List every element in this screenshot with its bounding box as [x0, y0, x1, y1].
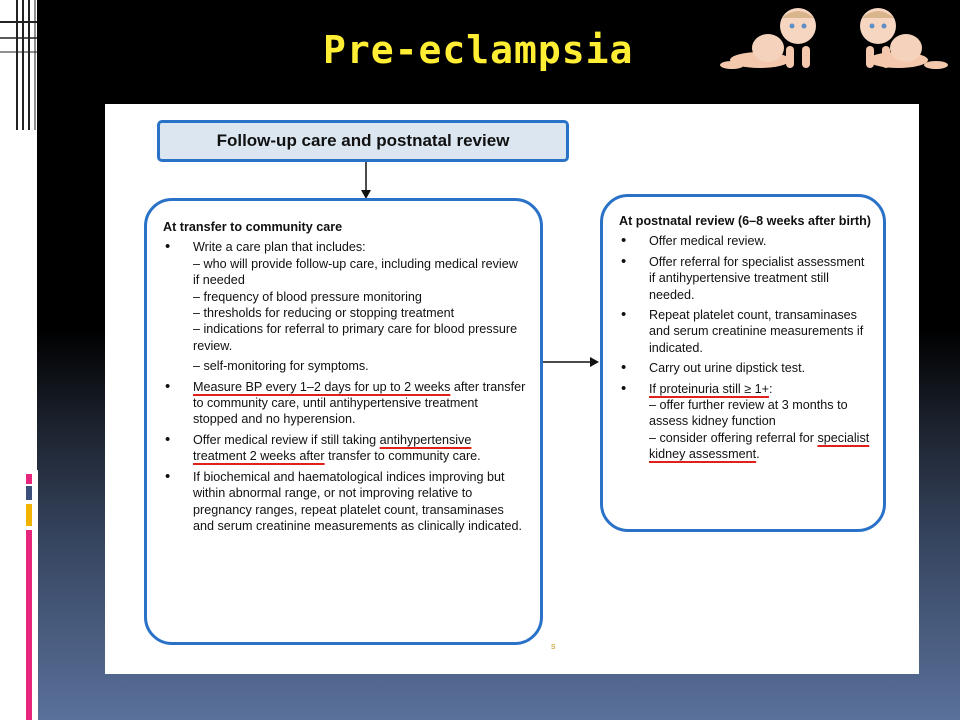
care-plan-line: – who will provide follow-up care, including medical review if needed — [193, 256, 518, 288]
header-box: Follow-up care and postnatal review — [157, 120, 569, 162]
list-item — [619, 360, 871, 376]
bullet-text: after transfer to community care, until antihypertensive treatment stopped and no hyperension. — [193, 379, 526, 427]
list-item — [619, 381, 871, 463]
highlight-proteinuria: If proteinuria still ≥ 1+ — [649, 381, 769, 396]
transfer-care-title: At transfer to community care — [163, 220, 343, 234]
slide-title: Pre-eclampsia — [323, 28, 634, 72]
sub-item: – offer further review at 3 months to assess kidney function — [649, 398, 848, 429]
sub-item: – consider offering referral for — [649, 430, 818, 445]
list-item — [619, 254, 871, 303]
care-plan-intro: • Write a care plan that includes: — [193, 240, 366, 255]
highlight-antihypertensive: antihypertensive treatment 2 weeks after — [193, 432, 472, 464]
list-item — [163, 432, 526, 465]
postnatal-review-list — [619, 233, 871, 462]
decorative-color-marks — [22, 470, 38, 720]
bullet-text: Offer medical review if still taking — [193, 432, 380, 447]
list-item — [163, 379, 526, 428]
list-item — [619, 233, 871, 249]
bullet-text: transfer to community care. — [324, 449, 481, 464]
sub-item-end: . — [756, 447, 760, 462]
transfer-care-list — [163, 239, 526, 534]
bullet-text: : — [768, 381, 773, 396]
postnatal-review-box — [600, 194, 886, 532]
highlight-kidney-assessment: specialist kidney assessment — [649, 430, 870, 462]
postnatal-review-title: At postnatal review (6–8 weeks after birth) — [619, 214, 871, 228]
care-plan-line: – indications for referral to primary care for blood pressure review. — [193, 322, 518, 353]
care-plan-line: – thresholds for reducing or stopping treatment — [193, 306, 455, 321]
list-item — [163, 469, 526, 535]
bullet-text: Offer referral for specialist assessment if antihypertensive treatment still needed. — [649, 254, 865, 302]
bullet-text: Repeat platelet count, transaminases and serum creatinine measurements if indicated. — [649, 308, 864, 355]
list-item — [163, 239, 526, 374]
flowchart-panel — [105, 104, 919, 674]
baby-illustration — [710, 2, 960, 77]
care-plan-line: – frequency of blood pressure monitoring — [193, 289, 422, 304]
care-plan-line: – self-monitoring for symptoms. — [193, 359, 369, 374]
list-item — [619, 307, 871, 356]
bullet-text: If biochemical and haematological indices improving but within abnormal range, or not improving relative to pregnancy ranges, repeat platelet count, transaminases and serum creatinine measurements as clinically indicated. — [193, 469, 522, 533]
bullet-text: Offer medical review. — [649, 234, 767, 249]
transfer-care-box — [144, 198, 543, 645]
highlight-measure-bp: Measure BP every 1–2 days for up to 2 weeks — [193, 379, 451, 394]
decorative-lines — [0, 0, 37, 130]
bullet-text: Carry out urine dipstick test. — [649, 361, 806, 376]
stray-mark: s — [551, 641, 556, 651]
